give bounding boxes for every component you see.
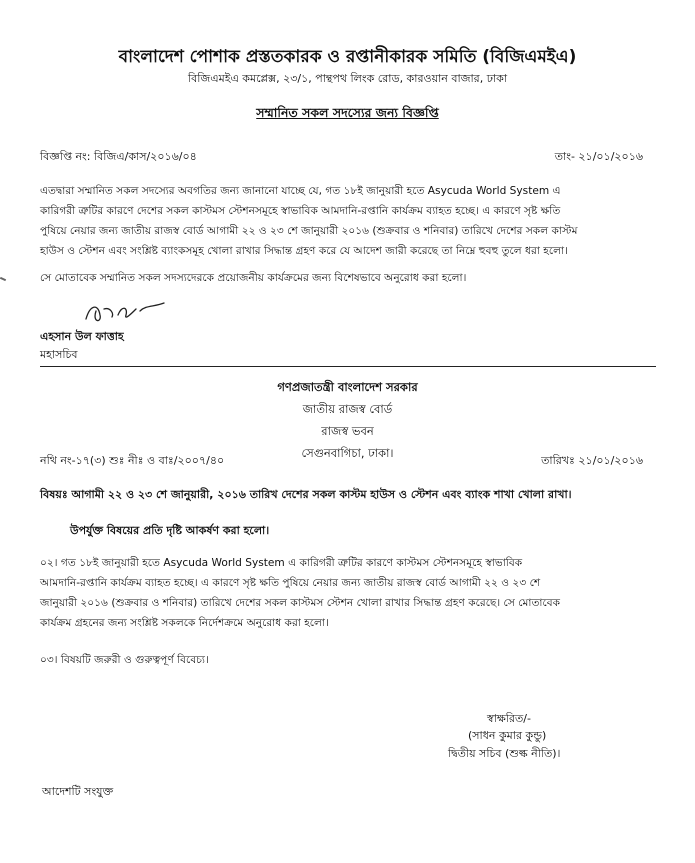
notice-ref: বিজ্ঞপ্তি নং: বিজিএ/কাস/২০১৬/০৪ [40, 150, 197, 163]
signer-title: দ্বিতীয় সচিব (শুল্ক নীতি)। [448, 747, 561, 760]
order-attention: উপর্যুক্ত বিষয়ের প্রতি দৃষ্টি আকর্ষণ করা হলো। [70, 524, 270, 537]
notice-paragraph-1-line: হাউস ও স্টেশন এবং সংশ্লিষ্ট ব্যাংকসমূহ খোলা রাখার সিদ্ধান্ত গ্রহণ করে যে আদেশ জারী করেছে তা নিম্নে হুবহু তুলে ধরা হলো। [40, 245, 568, 257]
notice-paragraph-1-line: পুষিয়ে নেয়ার জন্য জাতীয় রাজস্ব বোর্ড আগামী ২২ ও ২৩ শে জানুয়ারী ২০১৬ (শুক্রবার ও শনিবার) তারিখে দেশের সকল কাস্টম [40, 225, 578, 237]
order-header-line: সেগুনবাগিচা, ঢাকা। [301, 446, 394, 460]
notice-date: তাং- ২১/০১/২০১৬ [554, 150, 643, 163]
notice-paragraph-1 [40, 181, 660, 261]
attachment-note: আদেশটি সংযুক্ত [42, 785, 114, 798]
notice-paragraph-2: সে মোতাবেক সম্মানিত সকল সদস্যদেরকে প্রয়োজনীয় কার্যক্রমের জন্য বিশেষভাবে অনুরোধ করা হলো। [40, 272, 467, 284]
org-title: বাংলাদেশ পোশাক প্রস্ততকারক ও রপ্তানীকারক সমিতি (বিজিএমইএ) [118, 47, 577, 67]
order-header [0, 376, 695, 464]
notice-heading: সম্মানিত সকল সদস্যের জন্য বিজ্ঞপ্তি [256, 105, 439, 120]
signed-mark: স্বাক্ষরিত/- [487, 712, 531, 725]
notice-paragraph-1-line: কারিগরী ত্রুটির কারণে দেশের সকল কাস্টমস স্টেশনসমূহে স্বাভাবিক আমদানি-রপ্তানি কার্যক্রম ব্যাহত হচ্ছে। এ কারণে সৃষ্ট ক্ষতি [40, 205, 561, 217]
order-subject: বিষয়ঃ আগামী ২২ ও ২৩ শে জানুয়ারী, ২০১৬ তারিখ দেশের সকল কাস্টম হাউস ও স্টেশন এবং ব্যাংক শাখা খোলা রাখা। [40, 488, 572, 501]
order-paragraph-02-line: জানুয়ারী ২০১৬ (শুক্রবার ও শনিবার) তারিখে দেশের সকল কাস্টমস স্টেশন খোলা রাখার সিদ্ধান্ত গ্রহণ করেছে। সে মোতাবেক [40, 597, 561, 609]
order-paragraph-02 [40, 553, 665, 633]
signatory-title: মহাসচিব [40, 348, 78, 361]
divider [40, 366, 656, 367]
order-header-line: জাতীয় রাজস্ব বোর্ড [302, 402, 393, 416]
order-paragraph-02-line: ০২। গত ১৮ই জানুয়ারী হতে Asycuda World System এ কারিগরী ত্রুটির কারণে কাস্টমস স্টেশনসমূহে স্বাভাবিক [40, 557, 523, 569]
order-date: তারিখঃ ২১/০১/২০১৬ [541, 454, 643, 467]
order-header-line: রাজস্ব ভবন [321, 424, 374, 438]
order-paragraph-02-line: কার্যক্রম গ্রহনের জন্য সংশ্লিষ্ট সকলকে নির্দেশক্রমে অনুরোধ করা হলো। [40, 617, 329, 629]
edge-mark [0, 277, 6, 281]
order-paragraph-03: ০৩। বিষয়টি জরুরী ও গুরুত্বপূর্ণ বিবেচ্য। [40, 654, 209, 666]
handwritten-signature [84, 297, 174, 327]
notice-paragraph-1-line: এতদ্বারা সম্মানিত সকল সদস্যের অবগতির জন্য জানানো যাচ্ছে যে, গত ১৮ই জানুয়ারী হতে Asycuda World System এ [40, 185, 561, 197]
order-header-line: গণপ্রজাতন্ত্রী বাংলাদেশ সরকার [277, 380, 418, 394]
signer-name: (সাধন কুমার কুন্ডু) [468, 729, 547, 742]
signatory-name: এহসান উল ফাত্তাহ [40, 330, 124, 343]
order-paragraph-02-line: আমদানি-রপ্তানি কার্যক্রম ব্যাহত হচ্ছে। এ কারণে সৃষ্ট ক্ষতি পুষিয়ে নেয়ার জন্য জাতীয় রাজস্ব বোর্ড আগামী ২২ ও ২৩ শে [40, 577, 541, 589]
org-address: বিজিএমইএ কমপ্লেক্স, ২৩/১, পান্থপথ লিংক রোড, কারওয়ান বাজার, ঢাকা [187, 72, 508, 85]
order-ref: নথি নং-১৭(৩) শুঃ নীঃ ও বাঃ/২০০৭/৪০ [40, 454, 225, 467]
